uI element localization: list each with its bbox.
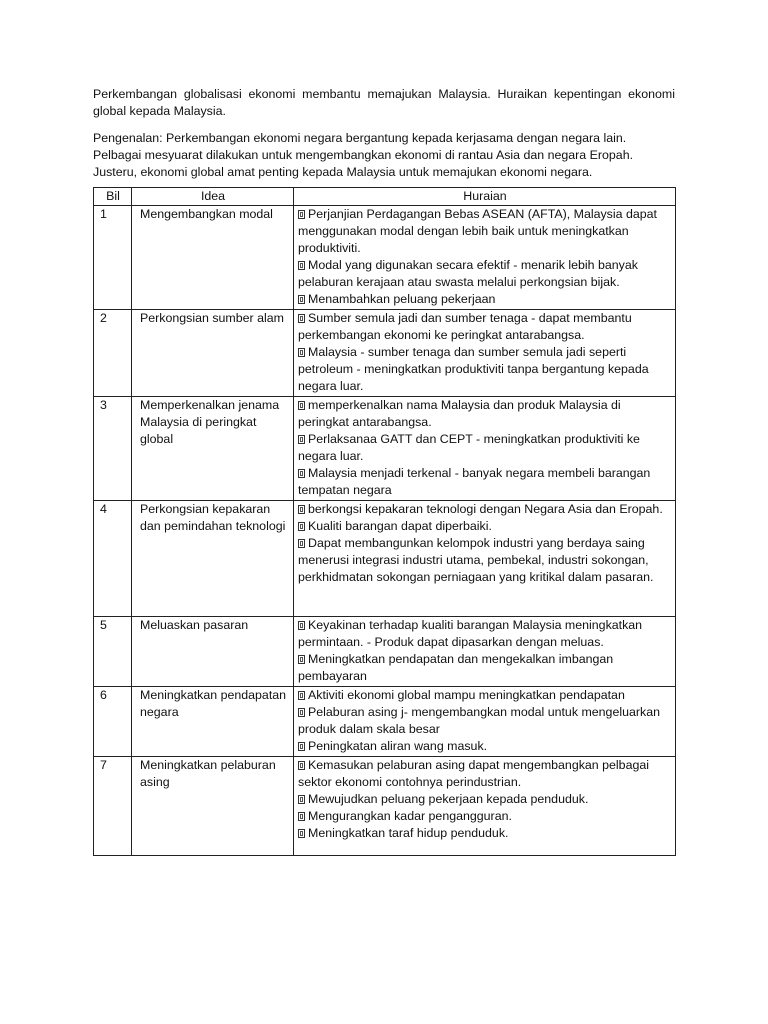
row-idea: Memperkenalkan jenama Malaysia di peringkat global: [132, 397, 294, 501]
question-text: Perkembangan globalisasi ekonomi membantu memajukan Malaysia. Huraikan kepentingan ekonomi global kepada Malaysia.: [93, 87, 675, 118]
huraian-point: [298, 206, 672, 257]
huraian-point: [298, 757, 672, 791]
huraian-point: [298, 344, 672, 395]
table-row: [94, 617, 676, 687]
row-huraian: [294, 757, 676, 856]
point-text: Kemasukan pelaburan asing dapat mengembangkan pelbagai sektor ekonomi contohnya perindustrian.: [298, 758, 649, 789]
table-row: [94, 501, 676, 617]
table-row: [94, 397, 676, 501]
row-number: 4: [94, 501, 132, 617]
huraian-point: [298, 291, 672, 308]
bullet-box-icon: [298, 435, 305, 444]
bullet-box-icon: [298, 314, 305, 323]
bullet-box-icon: [298, 812, 305, 821]
point-text: Perlaksanaa GATT dan CEPT - meningkatkan produktiviti ke negara luar.: [298, 432, 640, 463]
point-text: Keyakinan terhadap kualiti barangan Malaysia meningkatkan permintaan. - Produk dapat dipasarkan dengan meluas.: [298, 618, 643, 649]
bullet-box-icon: [298, 295, 305, 304]
point-text: Menambahkan peluang pekerjaan: [308, 292, 496, 306]
bullet-box-icon: [298, 469, 305, 478]
huraian-point: [298, 431, 672, 465]
table-row: [94, 757, 676, 856]
huraian-point: [298, 465, 672, 499]
point-text: Malaysia menjadi terkenal - banyak negara membeli barangan tempatan negara: [298, 466, 651, 497]
huraian-point: [298, 257, 672, 291]
table-header-row: [94, 188, 676, 206]
point-text: memperkenalkan nama Malaysia dan produk Malaysia di peringkat antarabangsa.: [298, 398, 621, 429]
point-text: Pelaburan asing j- mengembangkan modal untuk mengeluarkan produk dalam skala besar: [298, 705, 660, 736]
point-text: Kualiti barangan dapat diperbaiki.: [308, 519, 492, 533]
intro-paragraph: Pengenalan: Perkembangan ekonomi negara bergantung kepada kerjasama dengan negara lain. Pelbagai mesyuarat dilakukan untuk mengembangkan ekonomi di rantau Asia dan negara Eropah. Justeru, ekonomi global amat penting kepada Malaysia untuk memajukan ekonomi negara.: [93, 131, 634, 179]
point-text: Malaysia - sumber tenaga dan sumber semula jadi seperti petroleum - meningkatkan produktiviti tanpa bergantung kepada negara luar.: [298, 345, 649, 393]
huraian-point: [298, 704, 672, 738]
huraian-point: [298, 535, 672, 586]
row-number: 2: [94, 310, 132, 397]
bullet-box-icon: [298, 348, 305, 357]
bullet-box-icon: [298, 522, 305, 531]
bullet-box-icon: [298, 210, 305, 219]
row-huraian: [294, 310, 676, 397]
row-number: 6: [94, 687, 132, 757]
row-idea: Meningkatkan pendapatan negara: [132, 687, 294, 757]
row-huraian: [294, 397, 676, 501]
bullet-box-icon: [298, 829, 305, 838]
table-row: [94, 687, 676, 757]
row-number: 3: [94, 397, 132, 501]
bullet-box-icon: [298, 505, 305, 514]
row-idea: Mengembangkan modal: [132, 206, 294, 310]
huraian-point: [298, 687, 672, 704]
huraian-point: [298, 397, 672, 431]
huraian-point: [298, 808, 672, 825]
header-idea: Idea: [132, 188, 294, 206]
row-idea: Perkongsian sumber alam: [132, 310, 294, 397]
point-text: Peningkatan aliran wang masuk.: [308, 739, 488, 753]
row-huraian: [294, 687, 676, 757]
huraian-point: [298, 617, 672, 651]
bullet-box-icon: [298, 401, 305, 410]
row-number: 5: [94, 617, 132, 687]
bullet-box-icon: [298, 261, 305, 270]
huraian-point: [298, 825, 672, 842]
point-text: Sumber semula jadi dan sumber tenaga - dapat membantu perkembangan ekonomi ke peringkat antarabangsa.: [298, 311, 632, 342]
huraian-point: [298, 651, 672, 685]
point-text: Modal yang digunakan secara efektif - menarik lebih banyak pelaburan kerajaan atau swasta melalui perkongsian bijak.: [298, 258, 638, 289]
header-huraian: Huraian: [294, 188, 676, 206]
row-huraian: [294, 206, 676, 310]
huraian-point: [298, 518, 672, 535]
bullet-box-icon: [298, 691, 305, 700]
bullet-box-icon: [298, 795, 305, 804]
bullet-box-icon: [298, 761, 305, 770]
row-idea: Meningkatkan pelaburan asing: [132, 757, 294, 856]
table-row: [94, 310, 676, 397]
point-text: Aktiviti ekonomi global mampu meningkatkan pendapatan: [308, 688, 625, 702]
row-huraian: [294, 501, 676, 617]
huraian-point: [298, 791, 672, 808]
bullet-box-icon: [298, 742, 305, 751]
bullet-box-icon: [298, 621, 305, 630]
ideas-table: [93, 187, 676, 856]
point-text: Meningkatkan taraf hidup penduduk.: [308, 826, 509, 840]
point-text: berkongsi kepakaran teknologi dengan Negara Asia dan Eropah.: [308, 502, 663, 516]
huraian-point: [298, 310, 672, 344]
huraian-point: [298, 501, 672, 518]
point-text: Meningkatkan pendapatan dan mengekalkan imbangan pembayaran: [298, 652, 614, 683]
row-idea: Perkongsian kepakaran dan pemindahan teknologi: [132, 501, 294, 617]
bullet-box-icon: [298, 708, 305, 717]
bullet-box-icon: [298, 539, 305, 548]
point-text: Mengurangkan kadar pengangguran.: [308, 809, 512, 823]
huraian-point: [298, 738, 672, 755]
table-row: [94, 206, 676, 310]
document-page: [93, 86, 675, 856]
point-text: Perjanjian Perdagangan Bebas ASEAN (AFTA), Malaysia dapat menggunakan modal dengan lebih baik untuk meningkatkan produktiviti.: [298, 207, 657, 255]
row-number: 1: [94, 206, 132, 310]
row-huraian: [294, 617, 676, 687]
bullet-box-icon: [298, 655, 305, 664]
row-idea: Meluaskan pasaran: [132, 617, 294, 687]
row-number: 7: [94, 757, 132, 856]
header-bil: Bil: [94, 188, 132, 206]
point-text: Mewujudkan peluang pekerjaan kepada penduduk.: [308, 792, 589, 806]
point-text: Dapat membangunkan kelompok industri yang berdaya saing menerusi integrasi industri utama, pembekal, industri sokongan, perkhidmatan sokongan perniagaan yang kritikal dalam pasaran.: [298, 536, 654, 584]
